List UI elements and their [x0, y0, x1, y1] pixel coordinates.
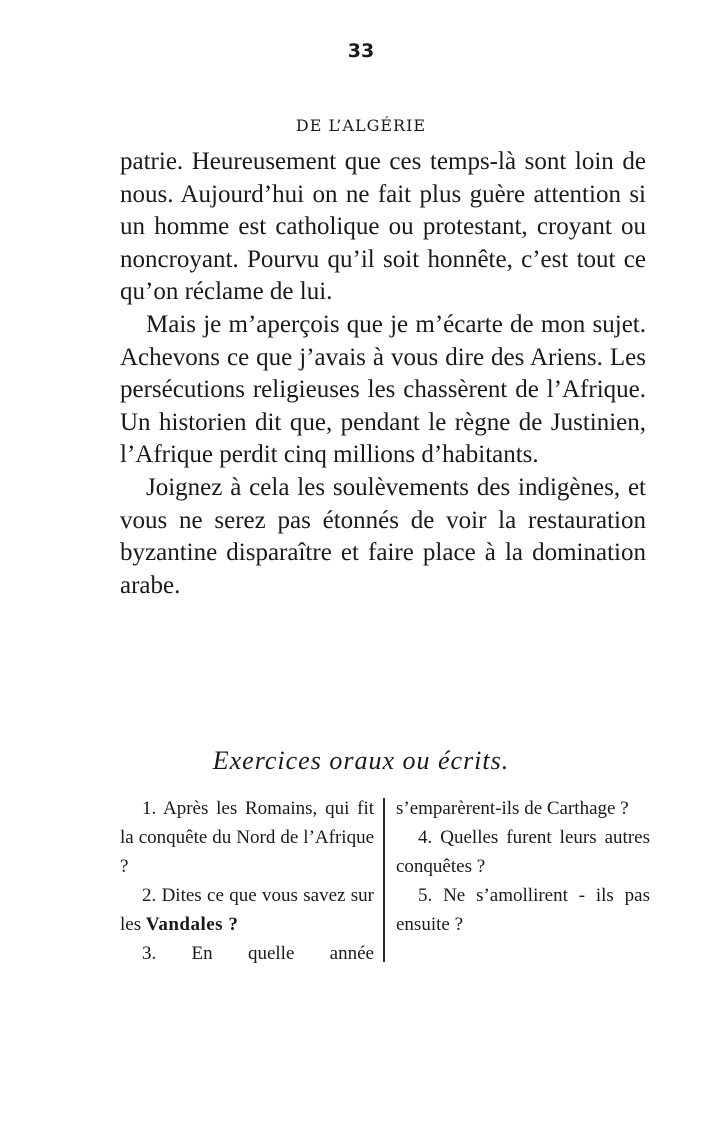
- question-2-text: 2. Dites ce que vous savez sur les: [120, 885, 374, 935]
- column-divider: [383, 798, 385, 962]
- question-3-continued: s’emparèrent-ils de Carthage ?: [396, 798, 629, 819]
- question-2: [120, 881, 374, 939]
- paragraph-2: Mais je m’aperçois que je m’écarte de mon sujet. Achevons ce que j’avais à vous dire des Ariens. Les persécutions religieuses les chassèrent de l’Afrique. Un historien dit que, pendant le règne de Justinien, l’Afrique perdit cinq millions d’habitants.: [120, 310, 646, 469]
- question-5: 5. Ne s’amollirent - ils pas ensuite ?: [396, 885, 650, 935]
- paragraph-3: Joignez à cela les soulèvements des indigènes, et vous ne serez pas étonnés de voir la restauration byzantine disparaître et faire place à la domination arabe.: [120, 473, 646, 599]
- body-text: [120, 146, 646, 602]
- paragraph-1: patrie. Heureusement que ces temps-là sont loin de nous. Aujourd’hui on ne fait plus guère attention si un homme est catholique ou protestant, croyant ou noncroyant. Pourvu qu’il soit honnête, c’est tout ce qu’on réclame de lui.: [120, 148, 646, 306]
- exercises-left-column: [120, 794, 374, 968]
- question-2-bold-term: Vandales ?: [145, 914, 239, 935]
- question-3: 3. En quelle année: [142, 943, 374, 964]
- question-4: 4. Quelles furent leurs autres conquêtes ?: [396, 827, 650, 877]
- question-1: 1. Après les Romains, qui fit la conquête du Nord de l’Afrique ?: [120, 798, 374, 877]
- running-head: DE L’ALGÉRIE: [295, 116, 427, 135]
- exercises-title: Exercices oraux ou écrits.: [212, 746, 510, 775]
- exercises-right-column: [396, 794, 650, 939]
- page-number: 33: [347, 40, 375, 62]
